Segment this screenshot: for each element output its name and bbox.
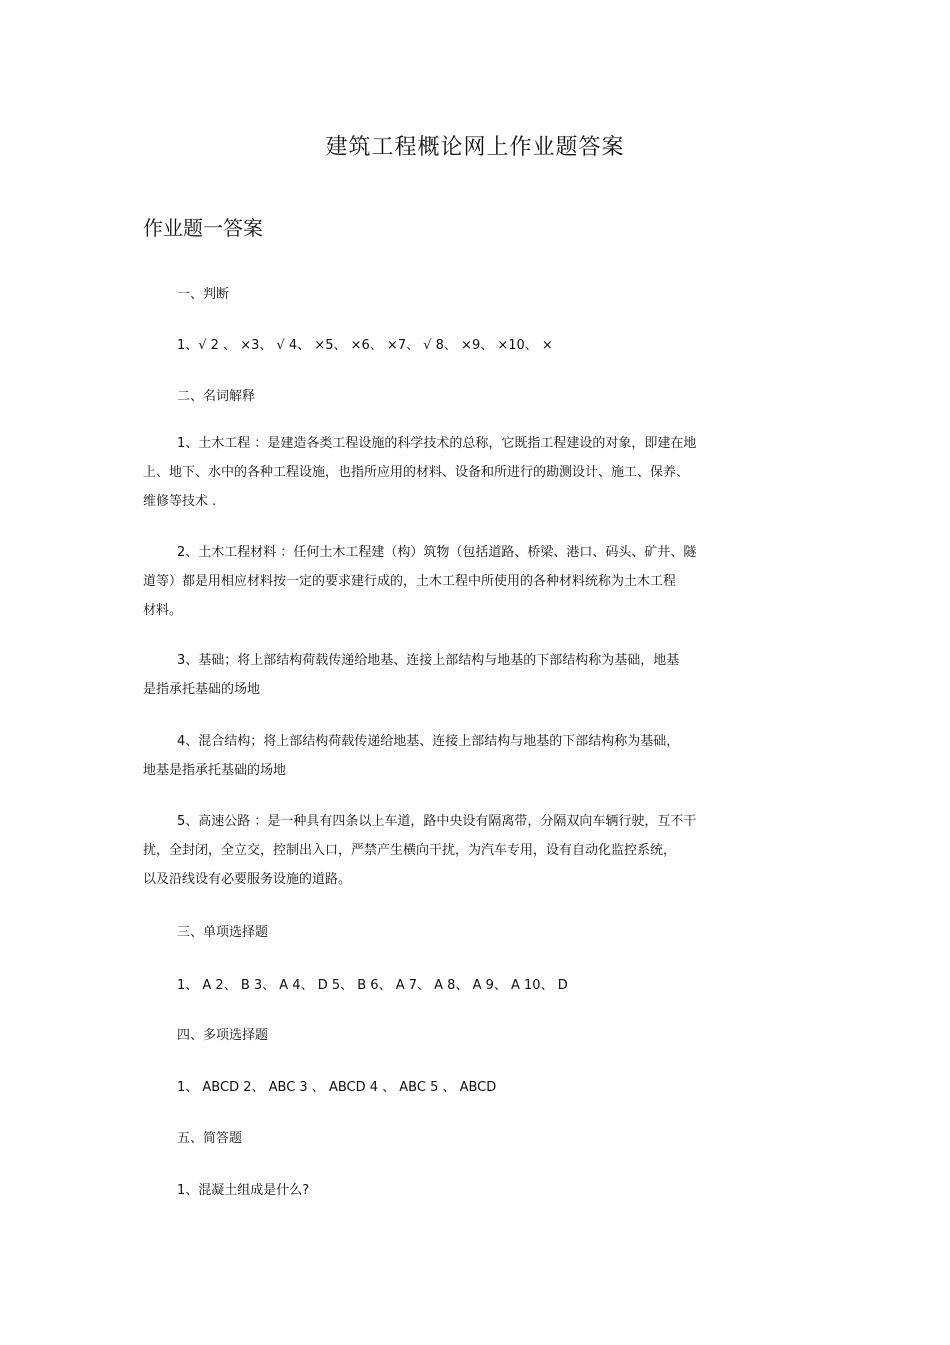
term-1-line-2: 上、地下、水中的各种工程设施，也指所应用的材料、设备和所进行的勘测设计、施工、保养、 <box>143 465 690 480</box>
term-2-line-3: 材料。 <box>143 603 183 618</box>
term-item-1 <box>143 429 743 516</box>
terms-heading: 二、名词解释 <box>177 389 256 404</box>
term-item-4 <box>143 727 743 785</box>
term-4-line-2: 地基是指承托基础的场地 <box>143 763 287 778</box>
term-item-5 <box>143 807 743 894</box>
term-4-line-1: 4、混合结构；将上部结构荷载传递给地基、连接上部结构与地基的下部结构称为基础， <box>177 734 680 749</box>
multi-choice-answers: 1、 ABCD 2、 ABC 3 、 ABCD 4 、 ABC 5 、 ABCD <box>177 1080 497 1095</box>
term-3-line-1: 3、基础；将上部结构荷载传递给地基、连接上部结构与地基的下部结构称为基础，地基 <box>177 653 680 668</box>
term-2-line-1: 2、土木工程材料 ：任何土木工程建（构）筑物（包括道路、桥梁、港口、码头、矿井、隧 <box>177 545 697 560</box>
term-5-line-1: 5、高速公路 ：是一种具有四条以上车道，路中央设有隔离带，分隔双向车辆行驶，互不干 <box>177 814 697 829</box>
term-1-line-1: 1、土木工程 ：是建造各类工程设施的科学技术的总称，它既指工程建设的对象，即建在地 <box>177 436 697 451</box>
multi-choice-heading: 四、多项选择题 <box>177 1028 269 1043</box>
judge-answers: 1、√ 2 、 ×3、 √ 4、 ×5、 ×6、 ×7、 √ 8、 ×9、 ×10、 × <box>177 338 553 353</box>
short-answer-question-1: 1、混凝土组成是什么? <box>177 1183 310 1198</box>
term-item-3 <box>143 646 743 704</box>
single-choice-heading: 三、单项选择题 <box>177 925 269 940</box>
term-5-line-2: 扰，全封闭，全立交，控制出入口，严禁产生横向干扰，为汽车专用，设有自动化监控系统， <box>143 843 677 858</box>
document-title: 建筑工程概论网上作业题答案 <box>325 135 625 160</box>
section-title: 作业题一答案 <box>143 216 263 240</box>
term-1-line-3: 维修等技术 . <box>143 494 217 509</box>
term-5-line-3: 以及沿线设有必要服务设施的道路。 <box>143 872 352 887</box>
single-choice-answers: 1、 A 2、 B 3、 A 4、 D 5、 B 6、 A 7、 A 8、 A 9、 A 10、 D <box>177 978 568 993</box>
judge-heading: 一、判断 <box>177 287 230 302</box>
term-2-line-2: 道等）都是用相应材料按一定的要求建行成的，土木工程中所使用的各种材料统称为土木工程 <box>143 574 677 589</box>
term-item-2 <box>143 538 743 625</box>
short-answer-heading: 五、简答题 <box>177 1131 243 1146</box>
term-3-line-2: 是指承托基础的场地 <box>143 682 261 697</box>
